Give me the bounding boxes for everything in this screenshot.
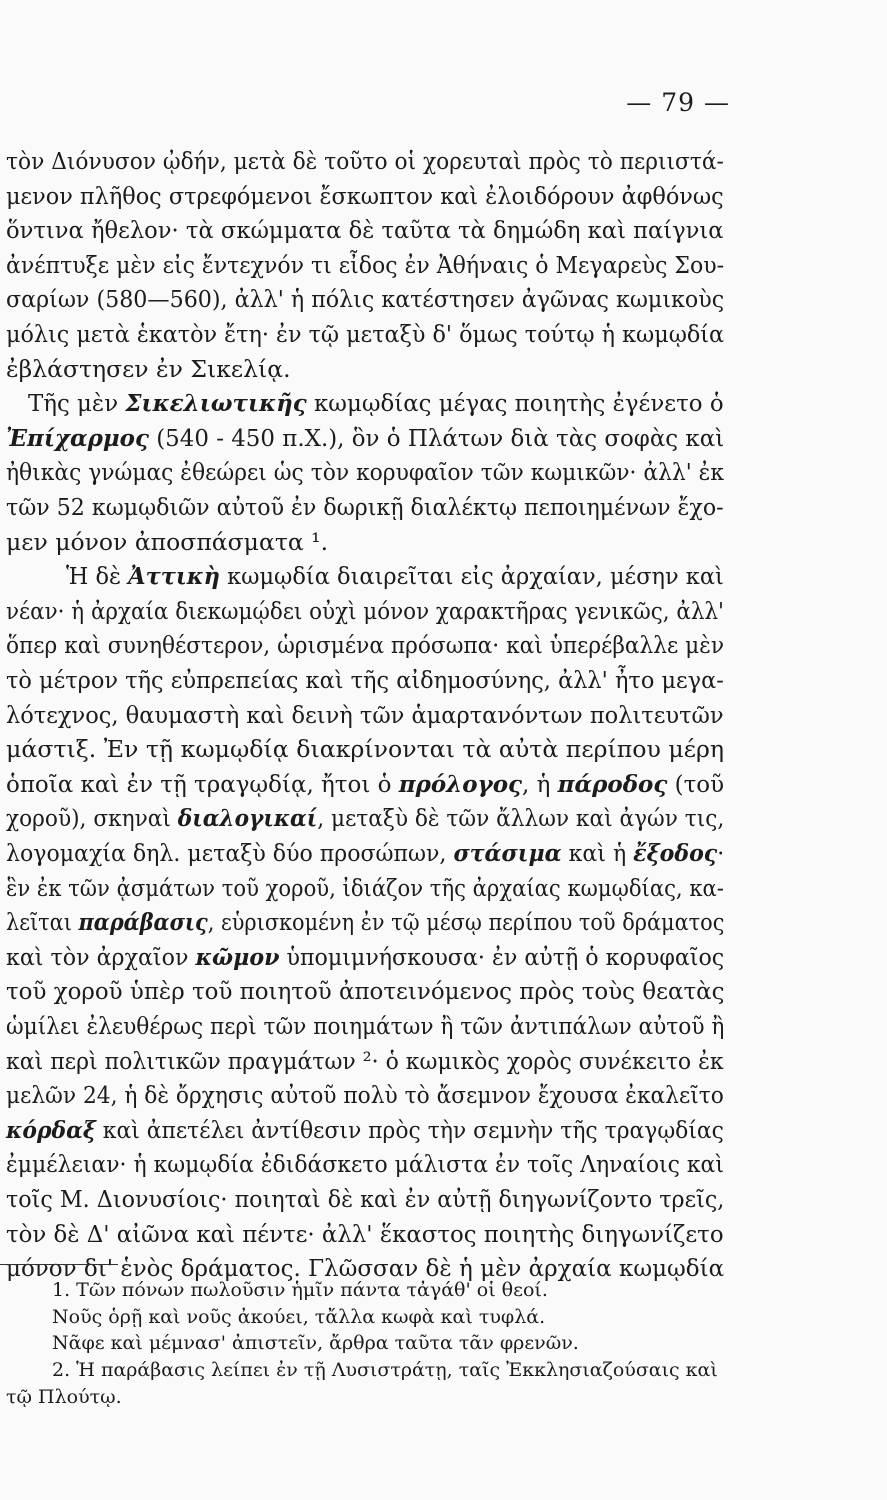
text-line xyxy=(6,354,291,383)
text-run: Τῆς μὲν xyxy=(28,389,126,418)
text-line xyxy=(6,631,725,660)
text-run: τὸν δὲ Δ' αἰῶνα καὶ πέντε· ἀλλ' ἕκαστος ποιητὴς διηγωνίζετο xyxy=(6,1219,724,1248)
emphasized-term: διαλογικαί xyxy=(177,804,318,833)
page-number: — 79 — xyxy=(626,88,730,117)
text-line xyxy=(6,423,725,452)
emphasized-term: κῶμον xyxy=(195,942,280,971)
text-line xyxy=(6,700,724,729)
text-run: μάστιξ. Ἐν τῇ κωμῳδίᾳ διακρίνονται τὰ αὐτὰ περίπου μέρη xyxy=(6,735,725,764)
emphasized-term: Ἀττικὴ xyxy=(128,562,220,591)
text-line xyxy=(6,977,725,1006)
text-run: τὸ μέτρον τῆς εὐπρεπείας καὶ τῆς αἰδημοσύνης, ἀλλ' ἦτο μεγα- xyxy=(6,666,724,694)
text-run: λεῖται xyxy=(6,908,79,937)
text-line xyxy=(6,804,725,833)
text-line xyxy=(6,458,724,487)
text-run: νέαν· ἡ ἀρχαία διεκωμῴδει οὐχὶ μόνον χαρακτῆρας γενικῶς, ἀλλ' xyxy=(6,596,724,625)
text-run: μελῶν 24, ἡ δὲ ὄρχησις αὐτοῦ πολὺ τὸ ἄσεμνον ἔχουσα ἐκαλεῖτο xyxy=(6,1081,724,1110)
text-run: κωμῳδίας μέγας ποιητὴς ἐγένετο ὁ xyxy=(306,389,724,418)
text-run: · xyxy=(717,839,725,867)
text-run: καὶ ἀπετέλει ἀντίθεσιν πρὸς τὴν σεμνὴν τῆς τραγῳδίας xyxy=(95,1115,724,1144)
text-run: μόνον δι' ἑνὸς δράματος. Γλῶσσαν δὲ ἡ μὲν ἀρχαία κωμῳδία xyxy=(6,1254,725,1283)
emphasized-term: πάροδος xyxy=(557,769,668,798)
text-line xyxy=(66,562,724,591)
footnote-separator xyxy=(0,1264,118,1265)
emphasized-term: Σικελιωτικῆς xyxy=(125,389,307,418)
footnote-line: τῷ Πλούτῳ. xyxy=(6,1386,122,1408)
text-line xyxy=(6,1150,724,1179)
text-run: σαρίων (580—560), ἀλλ' ἡ πόλις κατέστησεν ἀγῶνας κωμικοὺς xyxy=(6,285,725,314)
text-run: τῶν 52 κωμῳδιῶν αὐτοῦ ἐν δωρικῇ διαλέκτῳ πεποιημένων ἔχο- xyxy=(6,493,724,521)
text-line xyxy=(6,285,725,314)
text-run: ὡμίλει ἐλευθέρως περὶ τῶν ποιημάτων ἢ τῶν ἀντιπάλων αὐτοῦ ἢ xyxy=(6,1012,725,1040)
text-run: καὶ ἡ xyxy=(561,839,634,867)
text-line xyxy=(6,839,725,867)
text-run: χοροῦ), σκηναὶ xyxy=(6,804,178,833)
text-line xyxy=(6,250,725,279)
text-run: ἀνέπτυξε μὲν εἰς ἔντεχνόν τι εἶδος ἐν Ἀθήναις ὁ Μεγαρεὺς Σου- xyxy=(6,250,725,279)
text-line xyxy=(6,181,724,210)
text-line xyxy=(6,769,725,798)
text-run: ἓν ἐκ τῶν ᾀσμάτων τοῦ χοροῦ, ἰδιάζον τῆς ἀρχαίας κωμῳδίας, κα- xyxy=(6,873,724,902)
emphasized-term: στάσιμα xyxy=(453,839,562,867)
text-line xyxy=(6,1219,724,1248)
text-run: τοῦ χοροῦ ὑπὲρ τοῦ ποιητοῦ ἀποτεινόμενος πρὸς τοὺς θεατὰς xyxy=(6,977,725,1006)
text-run: ἐβλάστησεν ἐν Σικελίᾳ. xyxy=(6,354,291,383)
text-run: ὁποῖα καὶ ἐν τῇ τραγῳδίᾳ, ἤτοι ὁ xyxy=(6,769,399,798)
text-line xyxy=(6,873,724,902)
emphasized-term: κόρδαξ xyxy=(6,1115,96,1144)
text-line xyxy=(6,735,725,764)
text-line xyxy=(6,1081,724,1110)
text-line xyxy=(6,147,724,175)
text-line xyxy=(6,908,725,937)
emphasized-term: παράβασις xyxy=(78,908,208,937)
emphasized-term: πρόλογος xyxy=(398,769,523,798)
text-line xyxy=(6,1115,724,1144)
text-run: ὅντινα ἤθελον· τὰ σκώμματα δὲ ταῦτα τὰ δημώδη καὶ παίγνια xyxy=(6,216,724,245)
text-run: μενον πλῆθος στρεφόμενοι ἔσκωπτον καὶ ἐλοιδόρουν ἀφθόνως xyxy=(6,181,724,210)
text-line xyxy=(6,1012,725,1040)
text-line xyxy=(6,1254,725,1283)
footnote-line: Νᾶφε καὶ μέμνασ' ἀπιστεῖν, ἄρθρα ταῦτα τᾶν φρενῶν. xyxy=(52,1332,579,1354)
text-line xyxy=(6,596,724,625)
text-run: λογομαχία δηλ. μεταξὺ δύο προσώπων, xyxy=(6,839,454,867)
footnote-line: Νοῦς ὁρῇ καὶ νοῦς ἀκούει, τἄλλα κωφὰ καὶ τυφλά. xyxy=(52,1306,546,1328)
text-run: , ἡ xyxy=(522,769,558,798)
text-run: ὅπερ καὶ συνηθέστερον, ὡρισμένα πρόσωπα· καὶ ὑπερέβαλλε μὲν xyxy=(6,631,725,660)
text-run: λότεχνος, θαυμαστὴ καὶ δεινὴ τῶν ἁμαρτανόντων πολιτευτῶν xyxy=(6,700,724,729)
text-line xyxy=(6,527,329,556)
text-line xyxy=(6,1185,725,1213)
text-run: ἐμμέλειαν· ἡ κωμῳδία ἐδιδάσκετο μάλιστα ἐν τοῖς Ληναίοις καὶ xyxy=(6,1150,724,1179)
text-line xyxy=(6,320,725,348)
text-run: τὸν Διόνυσον ᾠδήν, μετὰ δὲ τοῦτο οἱ χορευταὶ πρὸς τὸ περιιστά- xyxy=(6,147,724,175)
text-run: τοῖς Μ. Διονυσίοις· ποιηταὶ δὲ καὶ ἐν αὐτῇ διηγωνίζοντο τρεῖς, xyxy=(6,1185,725,1213)
text-run: , μεταξὺ δὲ τῶν ἄλλων καὶ ἀγών τις, xyxy=(317,804,725,833)
text-run: κωμῳδία διαιρεῖται εἰς ἀρχαίαν, μέσην καὶ xyxy=(219,562,724,591)
text-run: ὑπομιμνήσκουσα· ἐν αὐτῇ ὁ κορυφαῖος xyxy=(279,942,725,971)
text-line xyxy=(6,216,724,245)
text-run: καὶ τὸν ἀρχαῖον xyxy=(6,942,196,971)
emphasized-term: Ἐπίχαρμος xyxy=(6,423,149,452)
text-line xyxy=(6,1046,724,1075)
text-run: μόλις μετὰ ἑκατὸν ἔτη· ἐν τῷ μεταξὺ δ' ὅμως τούτῳ ἡ κωμῳδία xyxy=(6,320,725,348)
text-line xyxy=(28,389,724,418)
emphasized-term: ἔξοδος xyxy=(633,839,718,867)
text-line xyxy=(6,493,724,521)
text-run: ἠθικὰς γνώμας ἐθεώρει ὡς τὸν κορυφαῖον τῶν κωμικῶν· ἀλλ' ἐκ xyxy=(6,458,724,487)
text-line xyxy=(6,942,725,971)
footnote-line: 2. Ἡ παράβασις λείπει ἐν τῇ Λυσιστράτῃ, ταῖς Ἐκκλησιαζούσαις καὶ xyxy=(52,1359,718,1381)
text-run: μεν μόνον ἀποσπάσματα ¹. xyxy=(6,527,329,556)
text-run: καὶ περὶ πολιτικῶν πραγμάτων ²· ὁ κωμικὸς χορὸς συνέκειτο ἐκ xyxy=(6,1046,724,1075)
text-run: (τοῦ xyxy=(667,769,725,798)
text-run: , εὑρισκομένη ἐν τῷ μέσῳ περίπου τοῦ δράματος xyxy=(207,908,725,937)
text-run: (540 - 450 π.Χ.), ὃν ὁ Πλάτων διὰ τὰς σοφὰς καὶ xyxy=(148,423,725,452)
footnote-line: 1. Τῶν πόνων πωλοῦσιν ἡμῖν πάντα τἀγάθ' οἱ θεοί. xyxy=(52,1279,548,1301)
text-run: Ἡ δὲ xyxy=(66,562,129,591)
text-line xyxy=(6,666,724,694)
